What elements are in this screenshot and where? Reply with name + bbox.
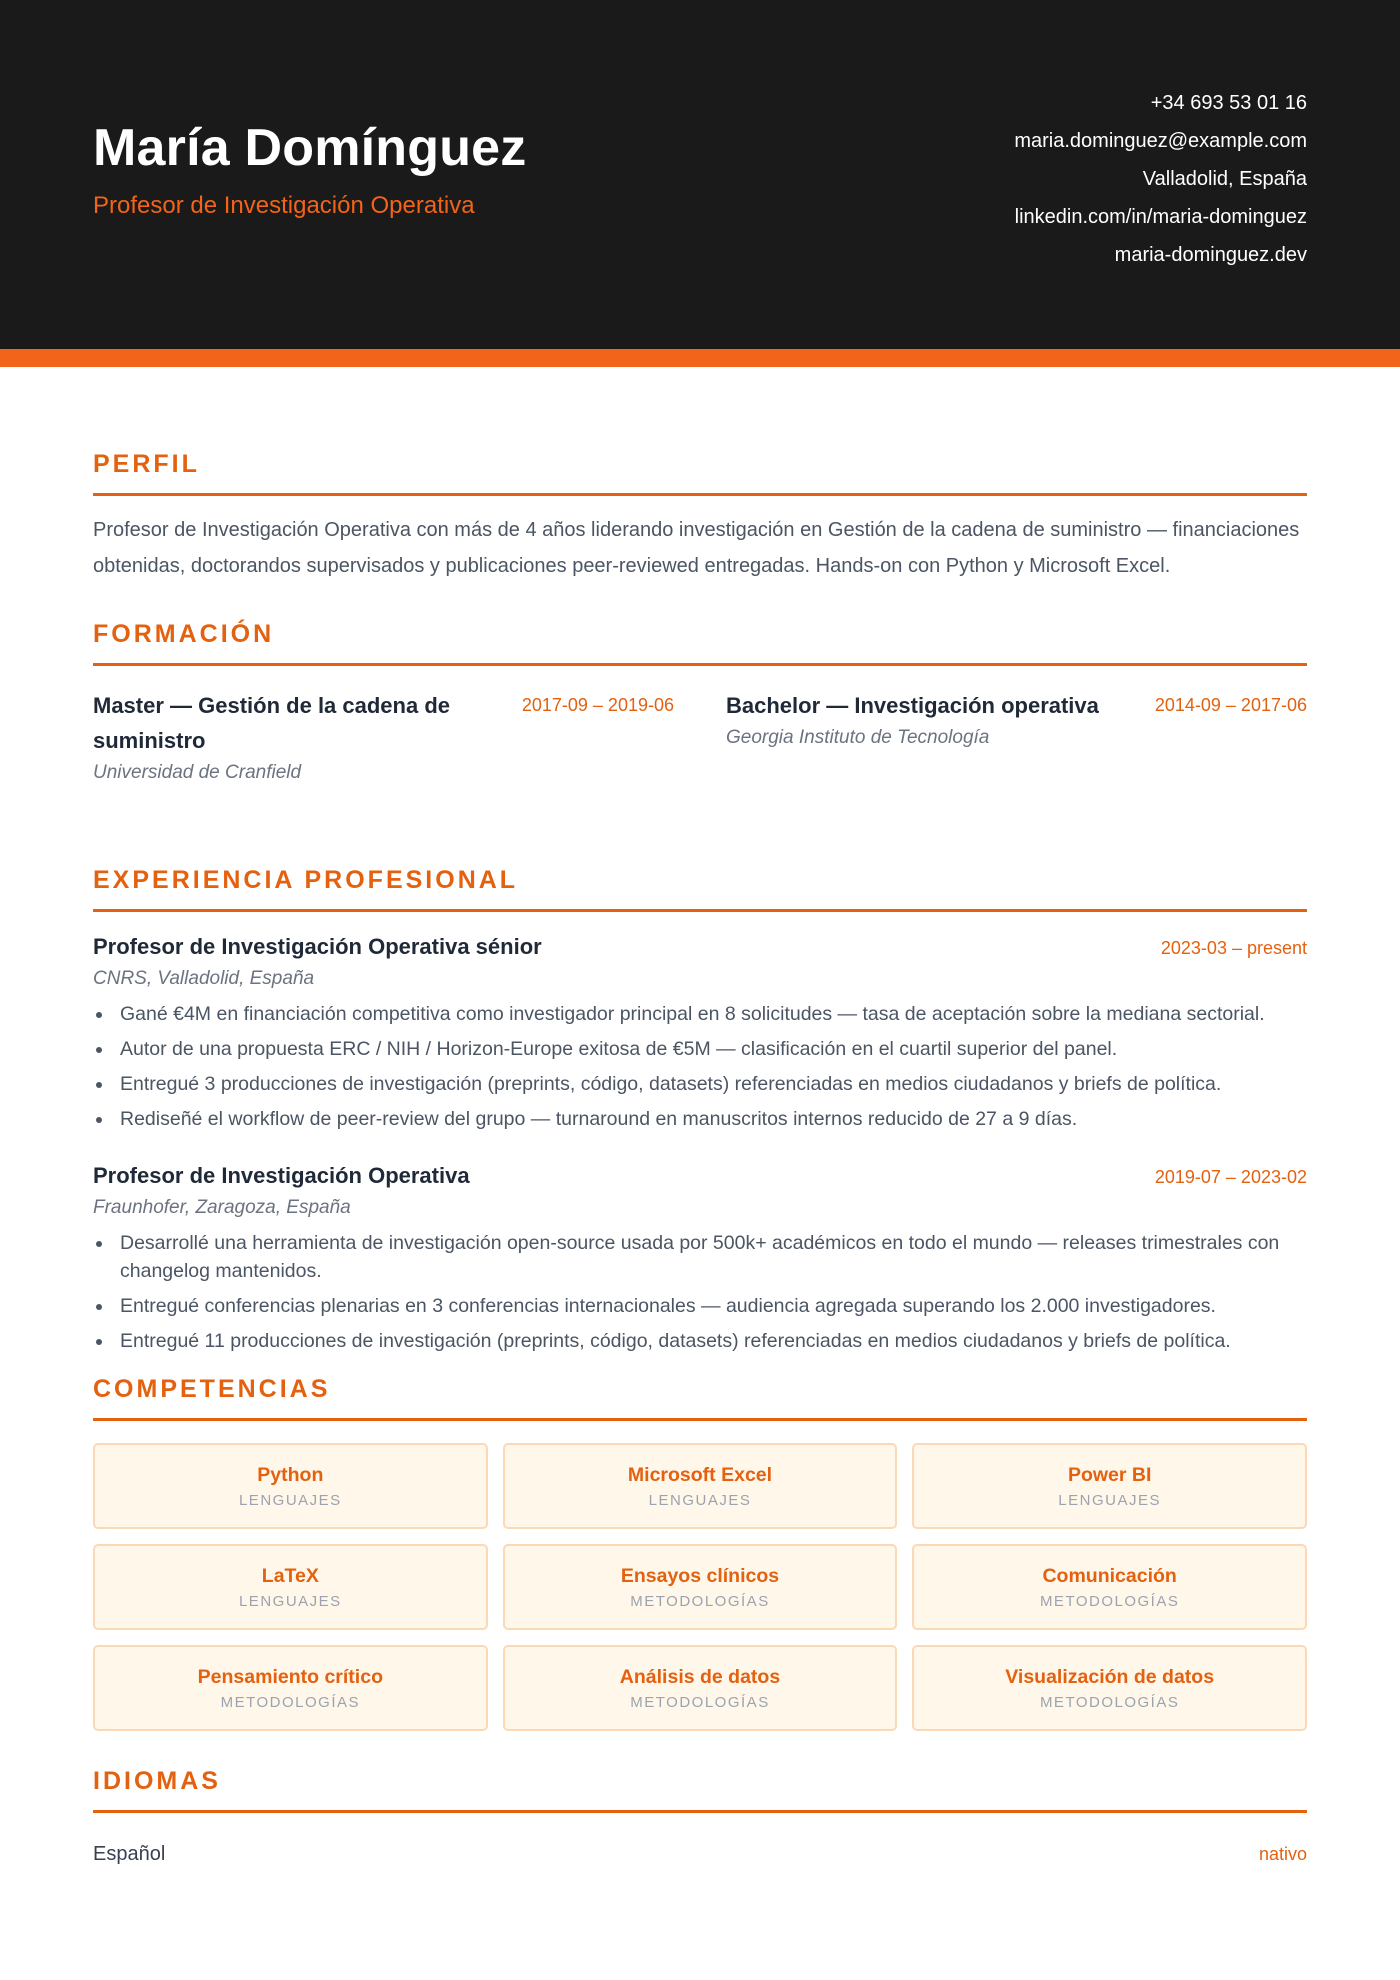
skill-category: METODOLOGÍAS — [1039, 1693, 1180, 1711]
skill-card — [93, 1544, 488, 1630]
section-title-experiencia: EXPERIENCIA PROFESIONAL — [93, 866, 1307, 912]
language-name: Español — [93, 1843, 166, 1865]
education-degree: Bachelor — Investigación operativa — [726, 693, 1099, 718]
education-item — [93, 688, 674, 788]
job-title: Profesor de Investigación Operativa sénior — [93, 934, 542, 959]
skills-grid — [93, 1443, 1307, 1731]
job-bullets — [93, 1000, 1307, 1133]
contact-linkedin[interactable]: linkedin.com/in/maria-dominguez — [1014, 206, 1307, 228]
skill-name: Microsoft Excel — [627, 1463, 773, 1486]
resume-header — [0, 0, 1400, 367]
resume-body — [0, 450, 1400, 1866]
skill-category: LENGUAJES — [238, 1592, 342, 1610]
education-school: Universidad de Cranfield — [93, 762, 302, 783]
job-bullet: Entregué 11 producciones de investigación (preprints, código, datasets) referenciadas en medios ciudadanos y briefs de política. — [93, 1327, 1307, 1355]
job-bullet: Entregué conferencias plenarias en 3 conferencias internacionales — audiencia agregada superando los 2.000 investigadores. — [93, 1292, 1307, 1320]
contact-list — [1014, 84, 1307, 274]
skill-card — [503, 1645, 898, 1731]
job-organization: Fraunhofer, Zaragoza, España — [93, 1197, 351, 1218]
skill-name: Power BI — [1067, 1463, 1152, 1486]
language-item — [93, 1843, 1307, 1866]
skill-category: METODOLOGÍAS — [630, 1592, 770, 1610]
contact-website[interactable]: maria-dominguez.dev — [1114, 244, 1307, 266]
candidate-name: María Domínguez — [93, 119, 527, 177]
skill-card — [912, 1544, 1307, 1630]
job-bullet: Desarrollé una herramienta de investigación open-source usada por 500k+ académicos en todo el mundo — releases trimestrales con changelog mantenidos. — [93, 1229, 1307, 1285]
skill-name: Visualización de datos — [1005, 1665, 1215, 1688]
skill-category: LENGUAJES — [1058, 1491, 1161, 1509]
skill-name: Pensamiento crítico — [197, 1665, 383, 1688]
section-title-formacion: FORMACIÓN — [93, 620, 1307, 666]
skill-card — [93, 1645, 488, 1731]
skill-card — [503, 1443, 898, 1529]
skill-name: LaTeX — [261, 1564, 319, 1587]
contact-email[interactable]: maria.dominguez@example.com — [1014, 130, 1307, 152]
skill-card — [912, 1443, 1307, 1529]
job-bullet: Rediseñé el workflow de peer-review del grupo — turnaround en manuscritos internos reducido de 27 a 9 días. — [93, 1105, 1307, 1133]
contact-location: Valladolid, España — [1142, 168, 1307, 190]
skill-category: LENGUAJES — [648, 1491, 752, 1509]
job-bullets — [93, 1229, 1307, 1355]
skill-category: METODOLOGÍAS — [220, 1693, 361, 1711]
skill-name: Análisis de datos — [619, 1665, 781, 1688]
job-organization: CNRS, Valladolid, España — [93, 968, 315, 989]
section-title-competencias: COMPETENCIAS — [93, 1375, 1307, 1421]
job-dates: 2019-07 – 2023-02 — [1154, 1167, 1307, 1187]
skill-card — [912, 1645, 1307, 1731]
job-dates: 2023-03 – present — [1160, 938, 1307, 958]
education-dates: 2017-09 – 2019-06 — [521, 695, 674, 715]
education-item — [726, 688, 1307, 788]
contact-phone[interactable]: +34 693 53 01 16 — [1150, 92, 1307, 114]
job-bullet: Autor de una propuesta ERC / NIH / Horizon-Europe exitosa de €5M — clasificación en el cuartil superior del panel. — [93, 1035, 1307, 1063]
language-level: nativo — [1258, 1844, 1307, 1864]
job-bullet: Entregué 3 producciones de investigación (preprints, código, datasets) referenciadas en medios ciudadanos y briefs de política. — [93, 1070, 1307, 1098]
skill-category: METODOLOGÍAS — [1039, 1592, 1180, 1610]
skill-name: Python — [257, 1463, 324, 1486]
skill-name: Comunicación — [1042, 1564, 1177, 1587]
skill-category: LENGUAJES — [238, 1491, 342, 1509]
skill-category: METODOLOGÍAS — [630, 1693, 770, 1711]
candidate-role: Profesor de Investigación Operativa — [93, 192, 475, 219]
job-bullet: Gané €4M en financiación competitiva como investigador principal en 8 solicitudes — tasa de aceptación sobre la mediana sectorial. — [93, 1000, 1307, 1028]
section-title-perfil: PERFIL — [93, 450, 1307, 496]
skill-name: Ensayos clínicos — [620, 1564, 780, 1587]
skill-card — [503, 1544, 898, 1630]
education-dates: 2014-09 – 2017-06 — [1154, 695, 1307, 715]
job-title: Profesor de Investigación Operativa — [93, 1163, 470, 1188]
education-degree: Master — Gestión de la cadena de suministro — [93, 693, 451, 753]
experience-item — [93, 1163, 1307, 1355]
education-school: Georgia Instituto de Tecnología — [726, 727, 990, 748]
skill-card — [93, 1443, 488, 1529]
section-title-idiomas: IDIOMAS — [93, 1767, 1307, 1813]
education-list — [93, 688, 1307, 788]
experience-item — [93, 934, 1307, 1133]
profile-summary: Profesor de Investigación Operativa con más de 4 años liderando investigación en Gestión de la cadena de suministro — financiaciones obtenidas, doctorandos supervisados y publicaciones peer-reviewed entregadas. Hands-on con Python y Microsoft Excel. — [93, 519, 1300, 577]
